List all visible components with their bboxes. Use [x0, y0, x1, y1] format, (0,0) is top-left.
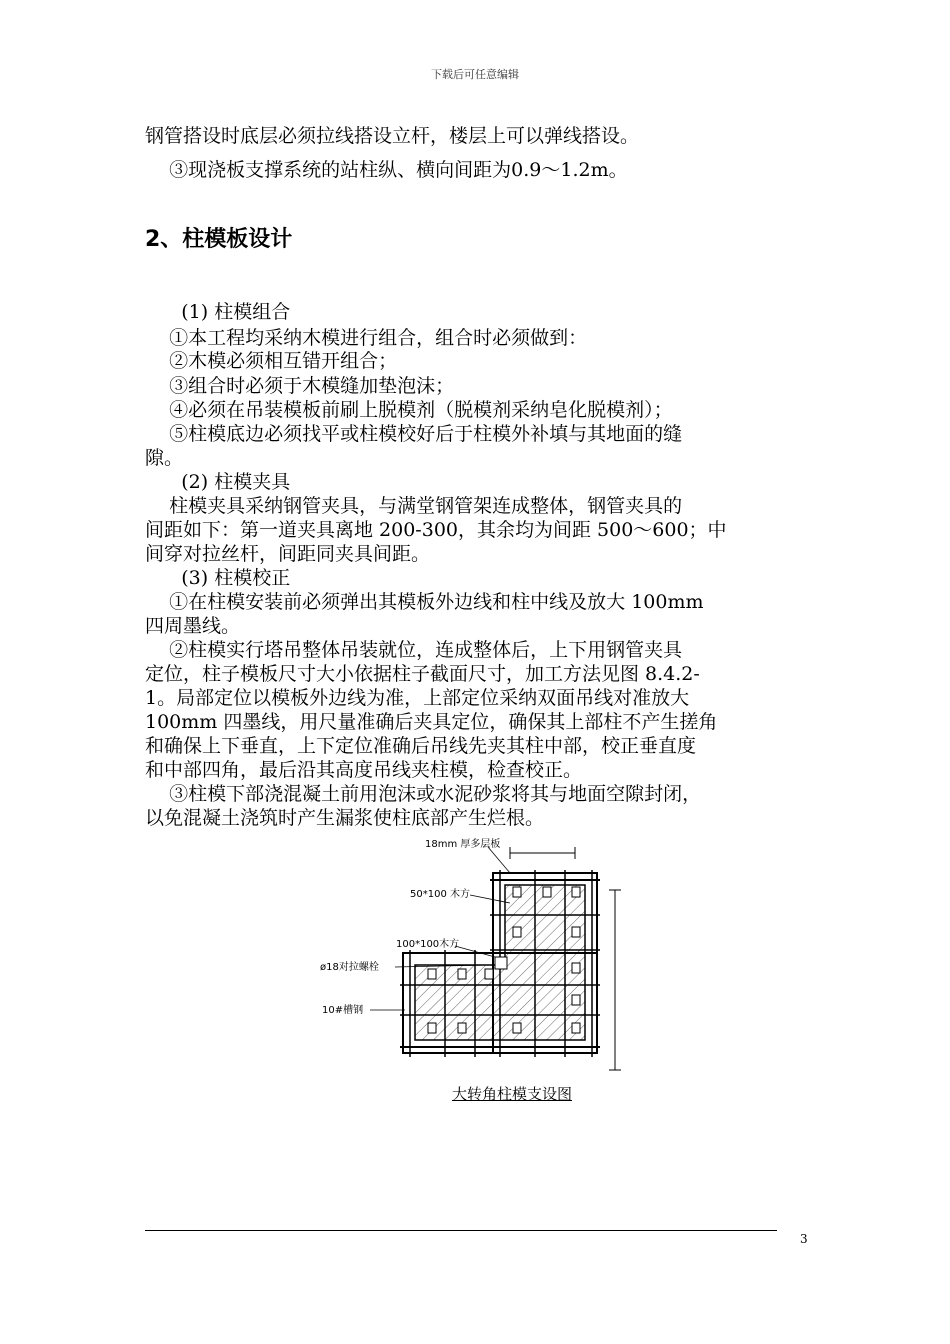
body-line: (2) 柱模夹具 [145, 471, 291, 493]
page-number: 3 [800, 1232, 808, 1246]
label-channel-steel: 10#槽钢 [322, 1005, 364, 1016]
label-wood-100x100: 100*100木方 [396, 939, 460, 950]
section-heading: 2、柱模板设计 [145, 227, 293, 252]
body-line: 间穿对拉丝杆，间距同夹具间距。 [145, 543, 431, 565]
text-line: ③现浇板支撑系统的站柱纵、横向间距为0.9～1.2m。 [145, 159, 628, 181]
body-line: 柱模夹具采纳钢管夹具，与满堂钢管架连成整体，钢管夹具的 [145, 495, 683, 517]
body-line: 100mm 四墨线，用尺量准确后夹具定位，确保其上部柱不产生搓角 [145, 711, 718, 733]
body-line: 四周墨线。 [145, 615, 241, 637]
body-line: (1) 柱模组合 [145, 301, 291, 323]
body-line: ⑤柱模底边必须找平或柱模校好后于柱模外补填与其地面的缝 [145, 423, 683, 445]
body-line: 和中部四角，最后沿其高度吊线夹柱模，检查校正。 [145, 759, 583, 781]
body-line: ①本工程均采纳木模进行组合，组合时必须做到： [145, 327, 588, 349]
text-line: 钢管搭设时底层必须拉线搭设立杆，楼层上可以弹线搭设。 [145, 125, 640, 147]
body-line: ④必须在吊装模板前刷上脱模剂（脱模剂采纳皂化脱模剂）； [145, 399, 673, 421]
body-line: (3) 柱模校正 [145, 567, 291, 589]
page-header: 下载后可任意编辑 [431, 68, 519, 81]
body-line: ①在柱模安装前必须弹出其模板外边线和柱中线及放大 100mm [145, 591, 704, 613]
body-line: ②木模必须相互错开组合； [145, 350, 398, 372]
body-line: 隙。 [145, 447, 184, 469]
label-plywood: 18mm 厚多层板 [425, 839, 501, 850]
body-line: 定位，柱子模板尺寸大小依据柱子截面尺寸，加工方法见图 8.4.2- [145, 663, 700, 685]
label-wood-50x100: 50*100 木方 [410, 889, 470, 900]
body-line: 间距如下：第一道夹具离地 200-300，其余均为间距 500～600；中 [145, 519, 727, 541]
label-tie-bolt: ø18对拉螺栓 [320, 962, 379, 973]
body-line: 1。局部定位以模板外边线为准，上部定位采纳双面吊线对准放大 [145, 687, 690, 709]
column-formwork-diagram [310, 835, 640, 1110]
body-line: 和确保上下垂直，上下定位准确后吊线先夹其柱中部，校正垂直度 [145, 735, 697, 757]
figure-caption: 大转角柱模支设图 [452, 1085, 573, 1103]
body-line: ③柱模下部浇混凝土前用泡沫或水泥砂浆将其与地面空隙封闭， [145, 783, 702, 805]
body-line: ②柱模实行塔吊整体吊装就位，连成整体后，上下用钢管夹具 [145, 639, 683, 661]
footer-rule [145, 1230, 777, 1231]
body-line: ③组合时必须于木模缝加垫泡沫； [145, 375, 455, 397]
body-line: 以免混凝土浇筑时产生漏浆使柱底部产生烂根。 [145, 807, 545, 829]
